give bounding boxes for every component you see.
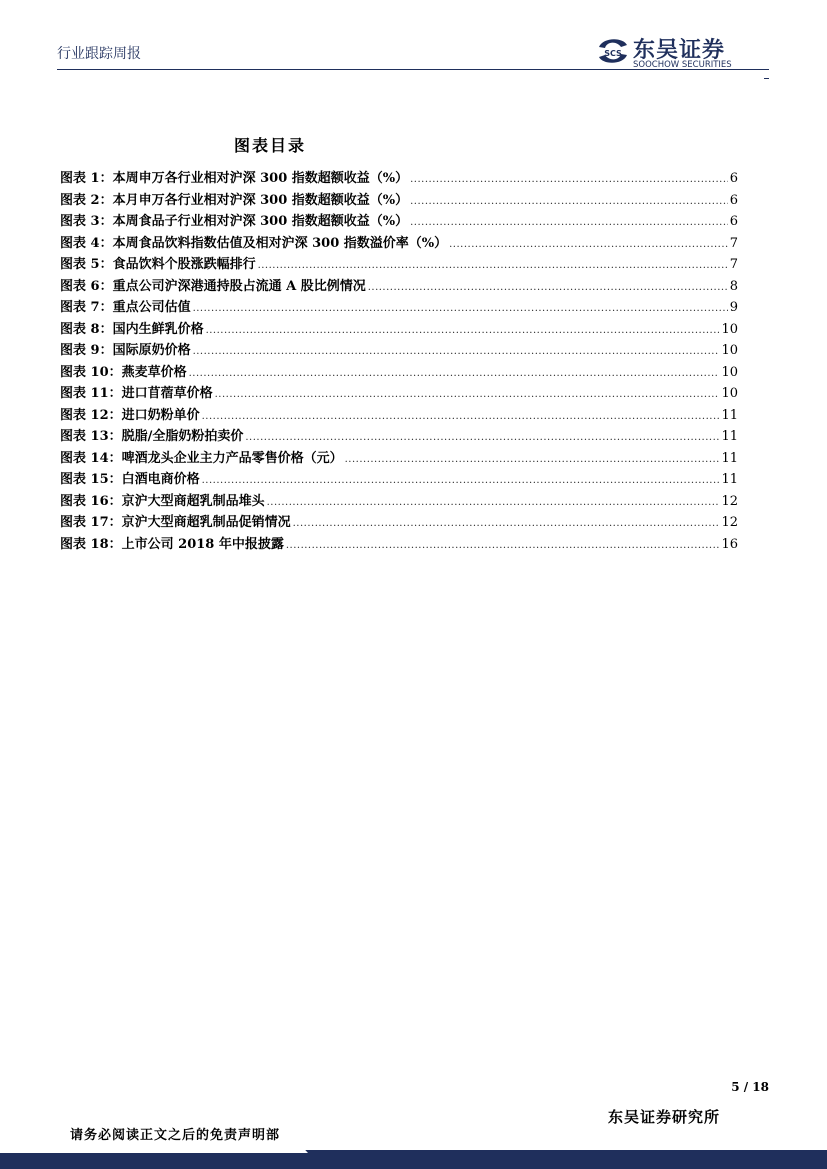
toc-entry-label: 图表 17：京沪大型商超乳制品促销情况 — [60, 515, 291, 530]
toc-entry-label: 图表 12：进口奶粉单价 — [60, 407, 200, 423]
toc-entry-label: 图表 13：脱脂/全脂奶粉拍卖价 — [60, 429, 244, 444]
toc-entry-page: 16 — [721, 536, 738, 552]
toc-title: 图表目录 — [233, 136, 306, 155]
logo-chinese-name: 东吴证券 — [633, 38, 726, 63]
toc-dot-leader — [202, 411, 720, 422]
logo-mark-text: SCS — [604, 49, 622, 58]
toc-dot-leader — [345, 454, 720, 465]
toc-entry[interactable] — [60, 167, 738, 189]
toc-dot-leader — [293, 518, 720, 529]
toc-entry[interactable] — [60, 232, 738, 254]
toc-entry-page: 11 — [721, 429, 738, 444]
toc-entry-page: 6 — [729, 192, 738, 208]
header-divider-tick — [764, 78, 769, 79]
toc-entry[interactable] — [60, 468, 738, 490]
toc-entry-page: 11 — [721, 472, 738, 487]
toc-dot-leader — [410, 217, 728, 228]
toc-dot-leader — [368, 282, 728, 293]
toc-entry-page: 10 — [721, 364, 738, 380]
toc-dot-leader — [215, 389, 720, 400]
toc-entry-label: 图表 14：啤酒龙头企业主力产品零售价格（元） — [60, 450, 343, 466]
page-number: 5 / 18 — [731, 1080, 769, 1094]
toc-entry-label: 图表 11：进口苜蓿草价格 — [60, 386, 213, 401]
toc-entry[interactable] — [60, 447, 738, 469]
toc-entry-label: 图表 8：国内生鲜乳价格 — [60, 321, 204, 337]
toc-dot-leader — [206, 325, 720, 336]
toc-dot-leader — [189, 368, 720, 379]
toc-entry-label: 图表 6：重点公司沪深港通持股占流通 A 股比例情况 — [60, 278, 366, 294]
toc-dot-leader — [410, 196, 728, 207]
footer-disclaimer: 请务必阅读正文之后的免责声明部 — [70, 1128, 281, 1143]
toc-entry-label: 图表 4：本周食品饮料指数估值及相对沪深 300 指数溢价率（%） — [60, 235, 448, 251]
toc-entry[interactable] — [60, 318, 738, 340]
toc-entry[interactable] — [60, 382, 738, 404]
toc-entry-page: 12 — [721, 515, 738, 530]
company-logo — [597, 33, 767, 73]
toc-entry-label: 图表 3：本周食品子行业相对沪深 300 指数超额收益（%） — [60, 214, 409, 229]
toc-entry[interactable] — [60, 253, 738, 275]
toc-entry-page: 6 — [729, 214, 738, 229]
toc-entry-label: 图表 2：本月申万各行业相对沪深 300 指数超额收益（%） — [60, 192, 409, 208]
toc-entry-label: 图表 1：本周申万各行业相对沪深 300 指数超额收益（%） — [60, 171, 409, 186]
toc-entry-page: 8 — [729, 278, 738, 294]
toc-dot-leader — [193, 303, 728, 314]
soochow-logo-icon — [597, 35, 629, 69]
toc-entry[interactable] — [60, 210, 738, 232]
toc-entry-label: 图表 7：重点公司估值 — [60, 300, 191, 315]
toc-entry[interactable] — [60, 533, 738, 555]
toc-dot-leader — [258, 260, 728, 271]
toc-list — [60, 167, 738, 554]
toc-entry-label: 图表 5：食品饮料个股涨跌幅排行 — [60, 257, 256, 272]
toc-entry[interactable] — [60, 296, 738, 318]
toc-entry[interactable] — [60, 511, 738, 533]
toc-entry-page: 6 — [729, 171, 738, 186]
toc-entry-page: 10 — [721, 321, 738, 337]
toc-dot-leader — [267, 497, 720, 508]
toc-entry-page: 11 — [721, 407, 738, 423]
toc-entry-label: 图表 18：上市公司 2018 年中报披露 — [60, 536, 284, 552]
toc-dot-leader — [286, 540, 720, 551]
toc-entry-page: 7 — [729, 257, 738, 272]
toc-entry-label: 图表 15：白酒电商价格 — [60, 472, 200, 487]
toc-entry-label: 图表 16：京沪大型商超乳制品堆头 — [60, 493, 265, 509]
toc-entry-page: 10 — [721, 386, 738, 401]
toc-entry[interactable] — [60, 275, 738, 297]
toc-entry-page: 11 — [721, 450, 738, 466]
toc-entry[interactable] — [60, 490, 738, 512]
toc-dot-leader — [245, 432, 719, 443]
toc-entry[interactable] — [60, 339, 738, 361]
toc-dot-leader — [202, 475, 720, 486]
toc-entry-label: 图表 10：燕麦草价格 — [60, 364, 187, 380]
footer-company-name: 东吴证券研究所 — [608, 1108, 721, 1126]
toc-entry[interactable] — [60, 404, 738, 426]
logo-english-name: SOOCHOW SECURITIES — [633, 60, 732, 70]
toc-entry-page: 12 — [721, 493, 738, 509]
toc-entry-label: 图表 9：国际原奶价格 — [60, 343, 191, 358]
toc-entry[interactable] — [60, 425, 738, 447]
toc-dot-leader — [410, 174, 728, 185]
toc-entry[interactable] — [60, 361, 738, 383]
toc-dot-leader — [193, 346, 720, 357]
toc-entry-page: 9 — [729, 300, 738, 315]
toc-entry-page: 7 — [729, 235, 738, 251]
toc-dot-leader — [449, 239, 728, 250]
toc-entry-page: 10 — [721, 343, 738, 358]
report-type-label: 行业跟踪周报 — [57, 46, 141, 62]
toc-entry[interactable] — [60, 189, 738, 211]
